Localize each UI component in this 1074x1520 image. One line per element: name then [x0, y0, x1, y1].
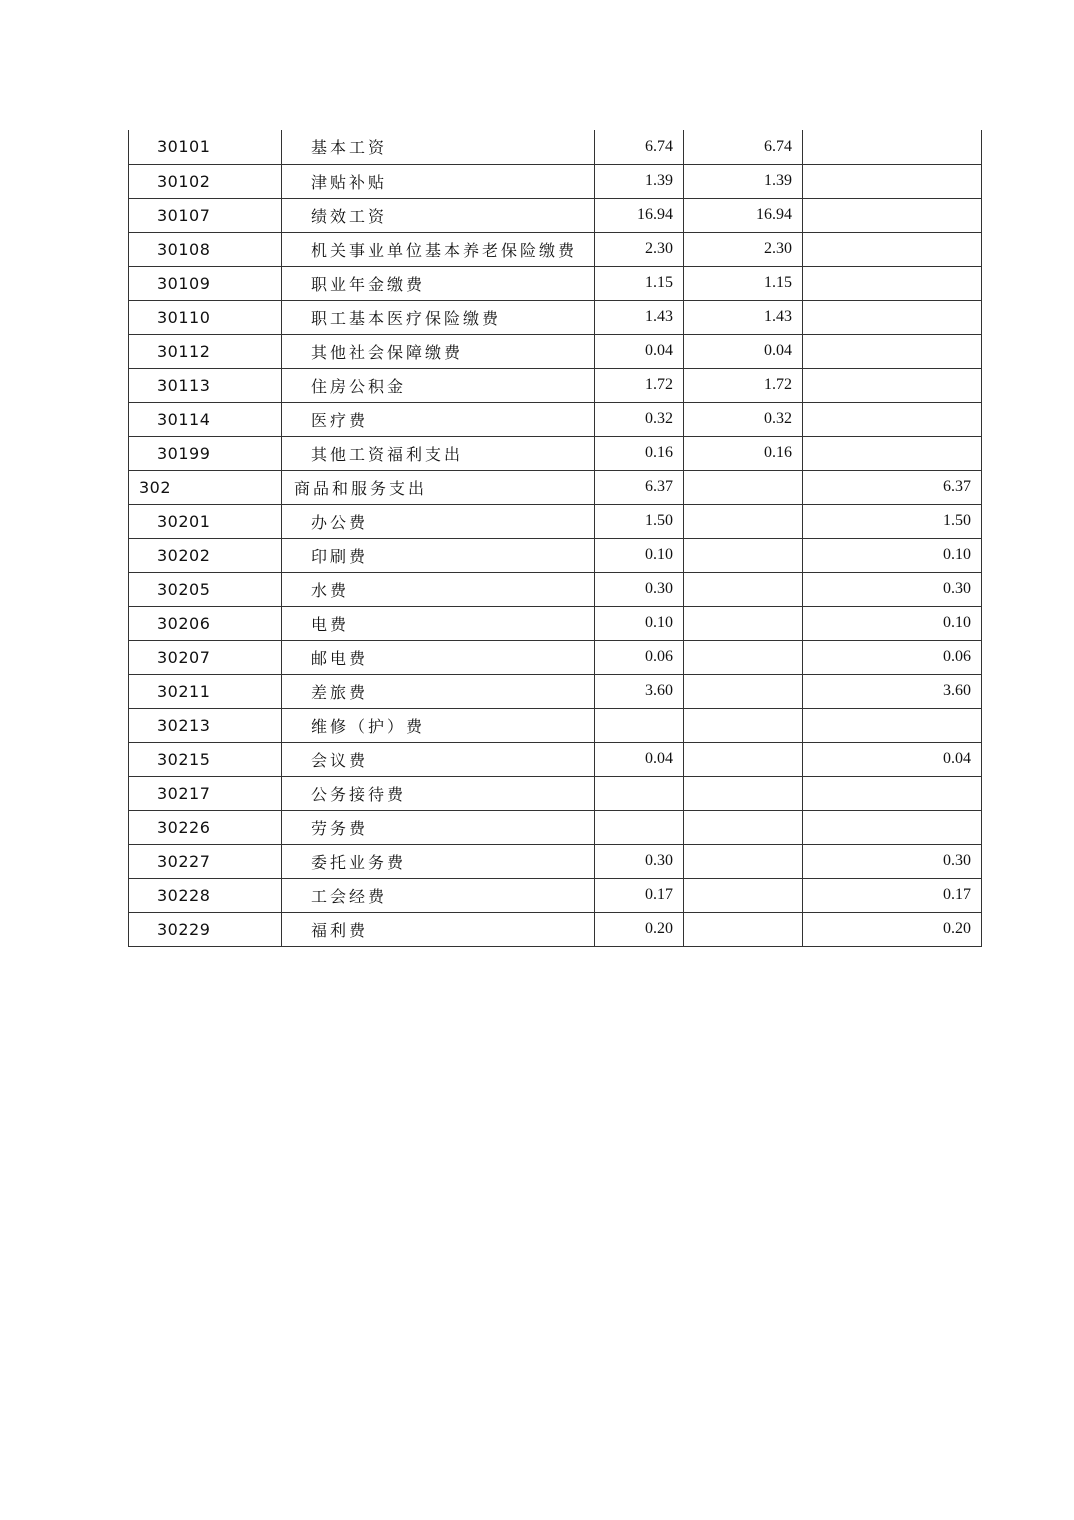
- basic-expenditure-cell: 0.16: [684, 436, 803, 470]
- total-cell: 1.72: [595, 368, 684, 402]
- table-row: [129, 232, 982, 266]
- project-expenditure-cell: [803, 232, 982, 266]
- code-cell: 30217: [129, 776, 282, 810]
- total-cell: 1.50: [595, 504, 684, 538]
- code-cell: 30202: [129, 538, 282, 572]
- total-cell: [595, 776, 684, 810]
- basic-expenditure-cell: 1.39: [684, 164, 803, 198]
- basic-expenditure-cell: [684, 572, 803, 606]
- project-expenditure-cell: [803, 708, 982, 742]
- item-name-cell: 机关事业单位基本养老保险缴费: [282, 232, 595, 266]
- item-name-cell: 住房公积金: [282, 368, 595, 402]
- item-name-cell: 职业年金缴费: [282, 266, 595, 300]
- total-cell: 0.32: [595, 402, 684, 436]
- basic-expenditure-cell: 0.32: [684, 402, 803, 436]
- basic-expenditure-cell: [684, 504, 803, 538]
- project-expenditure-cell: 3.60: [803, 674, 982, 708]
- table-row: [129, 606, 982, 640]
- total-cell: [595, 810, 684, 844]
- code-cell: 30226: [129, 810, 282, 844]
- code-cell: 30109: [129, 266, 282, 300]
- basic-expenditure-cell: 1.72: [684, 368, 803, 402]
- item-name-cell: 基本工资: [282, 130, 595, 164]
- project-expenditure-cell: [803, 266, 982, 300]
- code-cell: 30227: [129, 844, 282, 878]
- basic-expenditure-cell: [684, 742, 803, 776]
- total-cell: 16.94: [595, 198, 684, 232]
- code-cell: 30205: [129, 572, 282, 606]
- total-cell: 0.30: [595, 572, 684, 606]
- basic-expenditure-cell: [684, 470, 803, 504]
- project-expenditure-cell: 0.10: [803, 538, 982, 572]
- project-expenditure-cell: 0.30: [803, 844, 982, 878]
- project-expenditure-cell: [803, 334, 982, 368]
- table-row: [129, 810, 982, 844]
- project-expenditure-cell: [803, 164, 982, 198]
- project-expenditure-cell: [803, 300, 982, 334]
- code-cell: 30228: [129, 878, 282, 912]
- table-row: [129, 436, 982, 470]
- table-row: [129, 674, 982, 708]
- item-name-cell: 会议费: [282, 742, 595, 776]
- item-name-cell: 差旅费: [282, 674, 595, 708]
- table-row: [129, 198, 982, 232]
- total-cell: 0.30: [595, 844, 684, 878]
- table-row: [129, 300, 982, 334]
- code-cell: 30114: [129, 402, 282, 436]
- code-cell: 30229: [129, 912, 282, 946]
- project-expenditure-cell: 0.30: [803, 572, 982, 606]
- table-row: [129, 844, 982, 878]
- table-row: [129, 368, 982, 402]
- item-name-cell: 职工基本医疗保险缴费: [282, 300, 595, 334]
- item-name-cell: 办公费: [282, 504, 595, 538]
- budget-table: [128, 130, 982, 947]
- basic-expenditure-cell: [684, 674, 803, 708]
- project-expenditure-cell: [803, 776, 982, 810]
- table-row: [129, 708, 982, 742]
- total-cell: 2.30: [595, 232, 684, 266]
- total-cell: 0.16: [595, 436, 684, 470]
- basic-expenditure-cell: [684, 844, 803, 878]
- item-name-cell: 邮电费: [282, 640, 595, 674]
- table-row: [129, 334, 982, 368]
- code-cell: 30206: [129, 606, 282, 640]
- project-expenditure-cell: 0.20: [803, 912, 982, 946]
- total-cell: [595, 708, 684, 742]
- table-row: [129, 402, 982, 436]
- table-row: [129, 742, 982, 776]
- project-expenditure-cell: [803, 436, 982, 470]
- table-row: [129, 572, 982, 606]
- table-row: [129, 266, 982, 300]
- item-name-cell: 其他社会保障缴费: [282, 334, 595, 368]
- code-cell: 30112: [129, 334, 282, 368]
- basic-expenditure-cell: [684, 878, 803, 912]
- code-cell: 30215: [129, 742, 282, 776]
- project-expenditure-cell: [803, 368, 982, 402]
- item-name-cell: 电费: [282, 606, 595, 640]
- basic-expenditure-cell: [684, 810, 803, 844]
- code-cell: 30110: [129, 300, 282, 334]
- basic-expenditure-cell: 1.43: [684, 300, 803, 334]
- code-cell: 30107: [129, 198, 282, 232]
- item-name-cell: 福利费: [282, 912, 595, 946]
- project-expenditure-cell: 6.37: [803, 470, 982, 504]
- total-cell: 0.04: [595, 742, 684, 776]
- basic-expenditure-cell: 2.30: [684, 232, 803, 266]
- code-cell: 30101: [129, 130, 282, 164]
- basic-expenditure-cell: [684, 538, 803, 572]
- item-name-cell: 劳务费: [282, 810, 595, 844]
- table-row: [129, 130, 982, 164]
- code-cell: 30113: [129, 368, 282, 402]
- basic-expenditure-cell: [684, 640, 803, 674]
- code-cell: 30211: [129, 674, 282, 708]
- total-cell: 0.06: [595, 640, 684, 674]
- table-row: [129, 878, 982, 912]
- item-name-cell: 其他工资福利支出: [282, 436, 595, 470]
- table-body: [129, 130, 982, 946]
- table-row: [129, 640, 982, 674]
- code-cell: 30201: [129, 504, 282, 538]
- code-cell: 30213: [129, 708, 282, 742]
- code-cell: 30199: [129, 436, 282, 470]
- table-row: [129, 912, 982, 946]
- item-name-cell: 印刷费: [282, 538, 595, 572]
- basic-expenditure-cell: [684, 912, 803, 946]
- code-cell: 30102: [129, 164, 282, 198]
- total-cell: 6.74: [595, 130, 684, 164]
- project-expenditure-cell: [803, 810, 982, 844]
- project-expenditure-cell: [803, 130, 982, 164]
- table-row: [129, 164, 982, 198]
- item-name-cell: 水费: [282, 572, 595, 606]
- total-cell: 0.10: [595, 538, 684, 572]
- code-cell: 30207: [129, 640, 282, 674]
- project-expenditure-cell: 0.04: [803, 742, 982, 776]
- item-name-cell: 津贴补贴: [282, 164, 595, 198]
- project-expenditure-cell: 0.10: [803, 606, 982, 640]
- project-expenditure-cell: [803, 198, 982, 232]
- project-expenditure-cell: 1.50: [803, 504, 982, 538]
- item-name-cell: 工会经费: [282, 878, 595, 912]
- total-cell: 1.43: [595, 300, 684, 334]
- total-cell: 0.17: [595, 878, 684, 912]
- code-cell: 30108: [129, 232, 282, 266]
- total-cell: 3.60: [595, 674, 684, 708]
- basic-expenditure-cell: [684, 776, 803, 810]
- total-cell: 0.20: [595, 912, 684, 946]
- basic-expenditure-cell: [684, 606, 803, 640]
- item-name-cell: 公务接待费: [282, 776, 595, 810]
- table-row: [129, 470, 982, 504]
- total-cell: 0.04: [595, 334, 684, 368]
- total-cell: 1.39: [595, 164, 684, 198]
- basic-expenditure-cell: [684, 708, 803, 742]
- basic-expenditure-cell: 16.94: [684, 198, 803, 232]
- item-name-cell: 委托业务费: [282, 844, 595, 878]
- basic-expenditure-cell: 1.15: [684, 266, 803, 300]
- item-name-cell: 医疗费: [282, 402, 595, 436]
- basic-expenditure-cell: 6.74: [684, 130, 803, 164]
- item-name-cell: 绩效工资: [282, 198, 595, 232]
- total-cell: 1.15: [595, 266, 684, 300]
- project-expenditure-cell: 0.06: [803, 640, 982, 674]
- basic-expenditure-cell: 0.04: [684, 334, 803, 368]
- item-name-cell: 维修（护）费: [282, 708, 595, 742]
- item-name-cell: 商品和服务支出: [282, 470, 595, 504]
- table-row: [129, 504, 982, 538]
- table-row: [129, 538, 982, 572]
- code-cell: 302: [129, 470, 282, 504]
- total-cell: 0.10: [595, 606, 684, 640]
- project-expenditure-cell: [803, 402, 982, 436]
- total-cell: 6.37: [595, 470, 684, 504]
- project-expenditure-cell: 0.17: [803, 878, 982, 912]
- table-row: [129, 776, 982, 810]
